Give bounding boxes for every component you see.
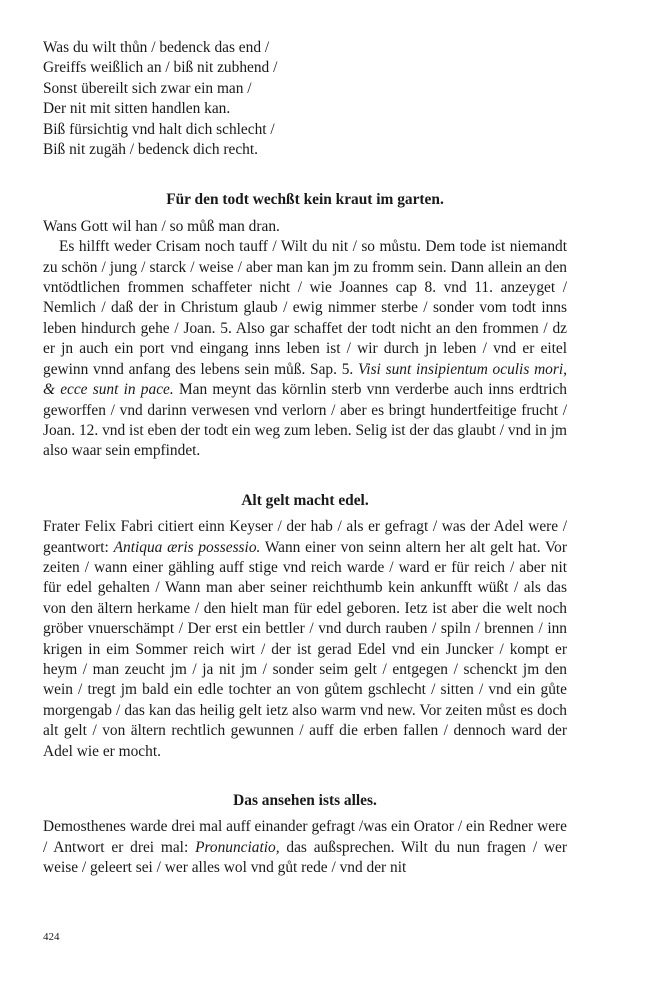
verse-line: Biß fürsichtig vnd halt dich schlecht / xyxy=(43,120,275,138)
page-body xyxy=(43,38,567,879)
verse-line: Was du wilt thůn / bedenck das end / xyxy=(43,39,270,56)
paragraph-text: Frater Felix Fabri citiert einn Keyser / der hab / als er gefragt / was der Adel were / geantwort: xyxy=(43,518,567,556)
paragraph-text: Es hilfft weder Crisam noch tauff / Wilt du nit / so můstu. Dem tode ist niemandt zu schön / jung / starck / weise / aber man kan jm zu fromm sein. Dann allein an den vntödtlichen frommen schaffeter nicht / wie Joannes cap 8. vnd 11. anzeyget / Nemlich / daß der in Christum glaub / ewig nimmer sterbe / sonder vom todt inns leben hindurch gehe / Joan. 5. Also gar schaffet der todt nicht an den frommen / dz er jn auch ein port vnd eingang inns leben ist / wir durch jn leben / vnd er eitel gewinn vnnd anfang des lebens sein můß. Sap. 5. xyxy=(43,238,567,378)
paragraph-text: Wann einer von seinn altern her alt gelt hat. Vor zeiten / wann einer gähling auff stige vnd reich warde / ward er für reich / aber nit für edel gehalten / Wann man aber seiner reichthumb kein ankunfft wüßt / als das von den ältern herkame / den hielt man für edel geboren. Ietz ist aber die welt noch gröber vnuerschämpt / Der erst ein bettler / vnd durch rauben / spiln / brennen / inn krigen in eim Sommer reich wirt / der ist gerad Edel vnd ein Juncker / kompt er heym / man zeucht jm / ja nit jm / sonder seim gelt / entgegen / schenckt jm den wein / tregt jm bald ein edle tochter an von gůtem gschlecht / sitten / vnd ein gůte morgengab / das kan das heilig gelt ietz also warm vnd new. Vor zeiten můst es doch alt gelt / von ältern rechtlich gewunnen / auff die erben fallen / dennoch ward der Adel wie er mocht. xyxy=(43,538,567,760)
paragraph xyxy=(43,517,567,762)
page-number: 424 xyxy=(43,931,60,943)
section-heading: Für den todt wechßt kein kraut im garten. xyxy=(166,191,444,209)
paragraph-text: das außsprechen. Wilt du nun fragen / wer weise / geleert sei / wer alles wol vnd gůt rede / vnd der nit xyxy=(43,838,567,877)
verse-line: Biß nit zugäh / bedenck dich recht. xyxy=(43,141,258,159)
section-heading: Alt gelt macht edel. xyxy=(241,491,369,509)
section-heading: Das ansehen ists alles. xyxy=(233,792,377,809)
latin-quote: Antiqua æris possessio. xyxy=(113,538,261,556)
verse-line: Greiffs weißlich an / biß nit zubhend / xyxy=(43,59,278,77)
paragraph xyxy=(43,817,567,878)
paragraph-text: Man meynt das körnlin sterb vnn verderbe auch inns erdtrich geworffen / vnd darinn verwesen vnd verlorn / aber es bringt hundertfeitige frucht / Joan. 12. vnd ist eben der todt ein weg zum leben. Selig ist der das glaubt / vnd in jm also waar sein empfindet. xyxy=(43,381,567,460)
latin-quote: Visi sunt insipientum oculis mori, & ecce sunt in pace. xyxy=(43,360,567,399)
paragraph xyxy=(43,237,567,461)
paragraph-text: Demosthenes warde drei mal auff einander gefragt /was ein Orator / ein Redner were / Antwort er drei mal: xyxy=(43,818,567,856)
verse-line: Sonst übereilt sich zwar ein man / xyxy=(43,79,252,97)
verse-block xyxy=(43,38,567,160)
first-line: Wans Gott wil han / so můß man dran. xyxy=(43,217,280,235)
latin-quote: Pronunciatio, xyxy=(195,838,280,856)
verse-line: Der nit mit sitten handlen kan. xyxy=(43,100,231,118)
